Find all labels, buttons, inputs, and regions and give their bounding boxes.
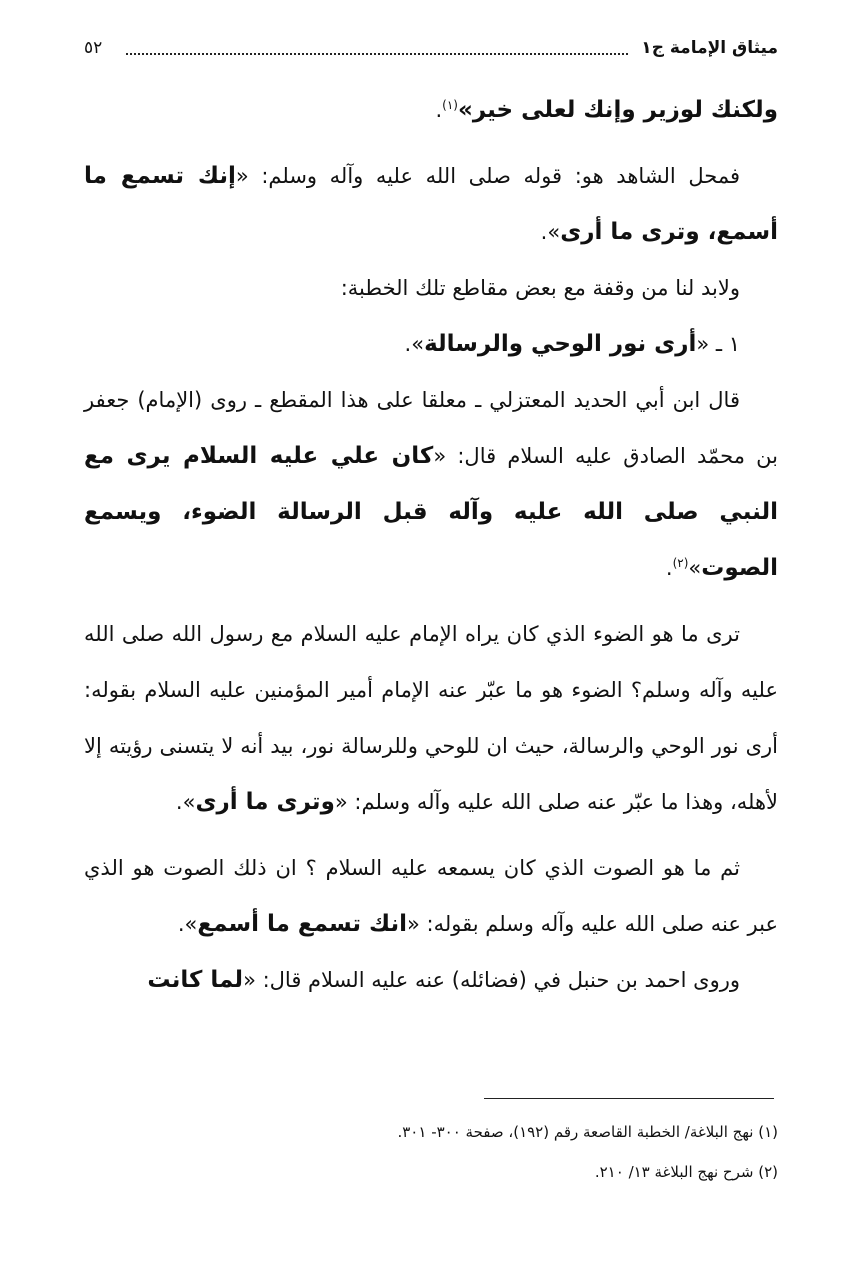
paragraph-8: وروى احمد بن حنبل في (فضائله) عنه عليه السلام قال: «لما كانت [147, 967, 740, 993]
paragraph-3: ولابد لنا من وقفة مع بعض مقاطع تلك الخطبة: [340, 276, 740, 300]
footnote-2: (٢) شرح نهج البلاغة ١٣/ ٢١٠. [594, 1163, 778, 1181]
running-title: ميثاق الإمامة ج١ [641, 38, 778, 58]
footnote-ref-1[interactable]: (١) [442, 98, 458, 112]
paragraph-6: ترى ما هو الضوء الذي كان يراه الإمام عليه السلام مع رسول الله صلى الله عليه وآله وسلم؟ الضوء هو ما عبّر عنه الإمام أمير المؤمنين عليه السلام بقوله: أرى نور الوحي والرسالة، حيث ان للوحي وللرسالة نور، بيد أنه لا يتسنى رؤيته إلا لأهله، وهذا ما عبّر عنه صلى الله عليه وآله وسلم: «وترى ما أرى». [84, 622, 778, 815]
footnote-1: (١) نهج البلاغة/ الخطبة القاصعة رقم (١٩٢)، صفحة ٣٠٠- ٣٠١. [397, 1123, 778, 1141]
section-heading-quote: أرى نور الوحي والرسالة [424, 331, 697, 357]
quote-start: لما كانت [147, 967, 244, 993]
quote-hear: انك تسمع ما أسمع [197, 911, 407, 937]
body-text [84, 82, 778, 1008]
footnote-separator [484, 1098, 774, 1099]
running-header [84, 36, 778, 62]
quote-hadith: إنك تسمع ما أسمع، وترى ما أرى [84, 163, 778, 245]
paragraph-7: ثم ما هو الصوت الذي كان يسمعه عليه السلام ؟ ان ذلك الصوت هو الذي عبر عنه صلى الله عليه وآله وسلم بقوله: «انك تسمع ما أسمع». [84, 856, 778, 937]
paragraph-2: فمحل الشاهد هو: قوله صلى الله عليه وآله وسلم: «إنك تسمع ما أسمع، وترى ما أرى». [84, 163, 778, 245]
quote-narration: كان علي عليه السلام يرى مع النبي صلى الله عليه وآله قبل الرسالة الضوء، ويسمع الصوت [84, 443, 778, 581]
page-number: ٥٢ [84, 38, 103, 58]
footnotes [84, 1112, 778, 1192]
quote-see: وترى ما أرى [195, 789, 335, 815]
header-leader-dots [126, 53, 628, 55]
quote-ending: ولكنك لوزير وإنك لعلى خير» [457, 97, 778, 123]
footnote-ref-2[interactable]: (٢) [672, 556, 689, 570]
paragraph-5: قال ابن أبي الحديد المعتزلي ـ معلقا على هذا المقطع ـ روى (الإمام) جعفر بن محمّد الصادق عليه السلام قال: «كان علي عليه السلام يرى مع النبي صلى الله عليه وآله قبل الرسالة الضوء، ويسمع الصوت»$^{(٢)}$. [84, 388, 778, 581]
paragraph-1: ولكنك لوزير وإنك لعلى خير»$^{(١)}$. [435, 97, 778, 123]
section-heading-1: ١ ـ «أرى نور الوحي والرسالة». [404, 331, 740, 357]
